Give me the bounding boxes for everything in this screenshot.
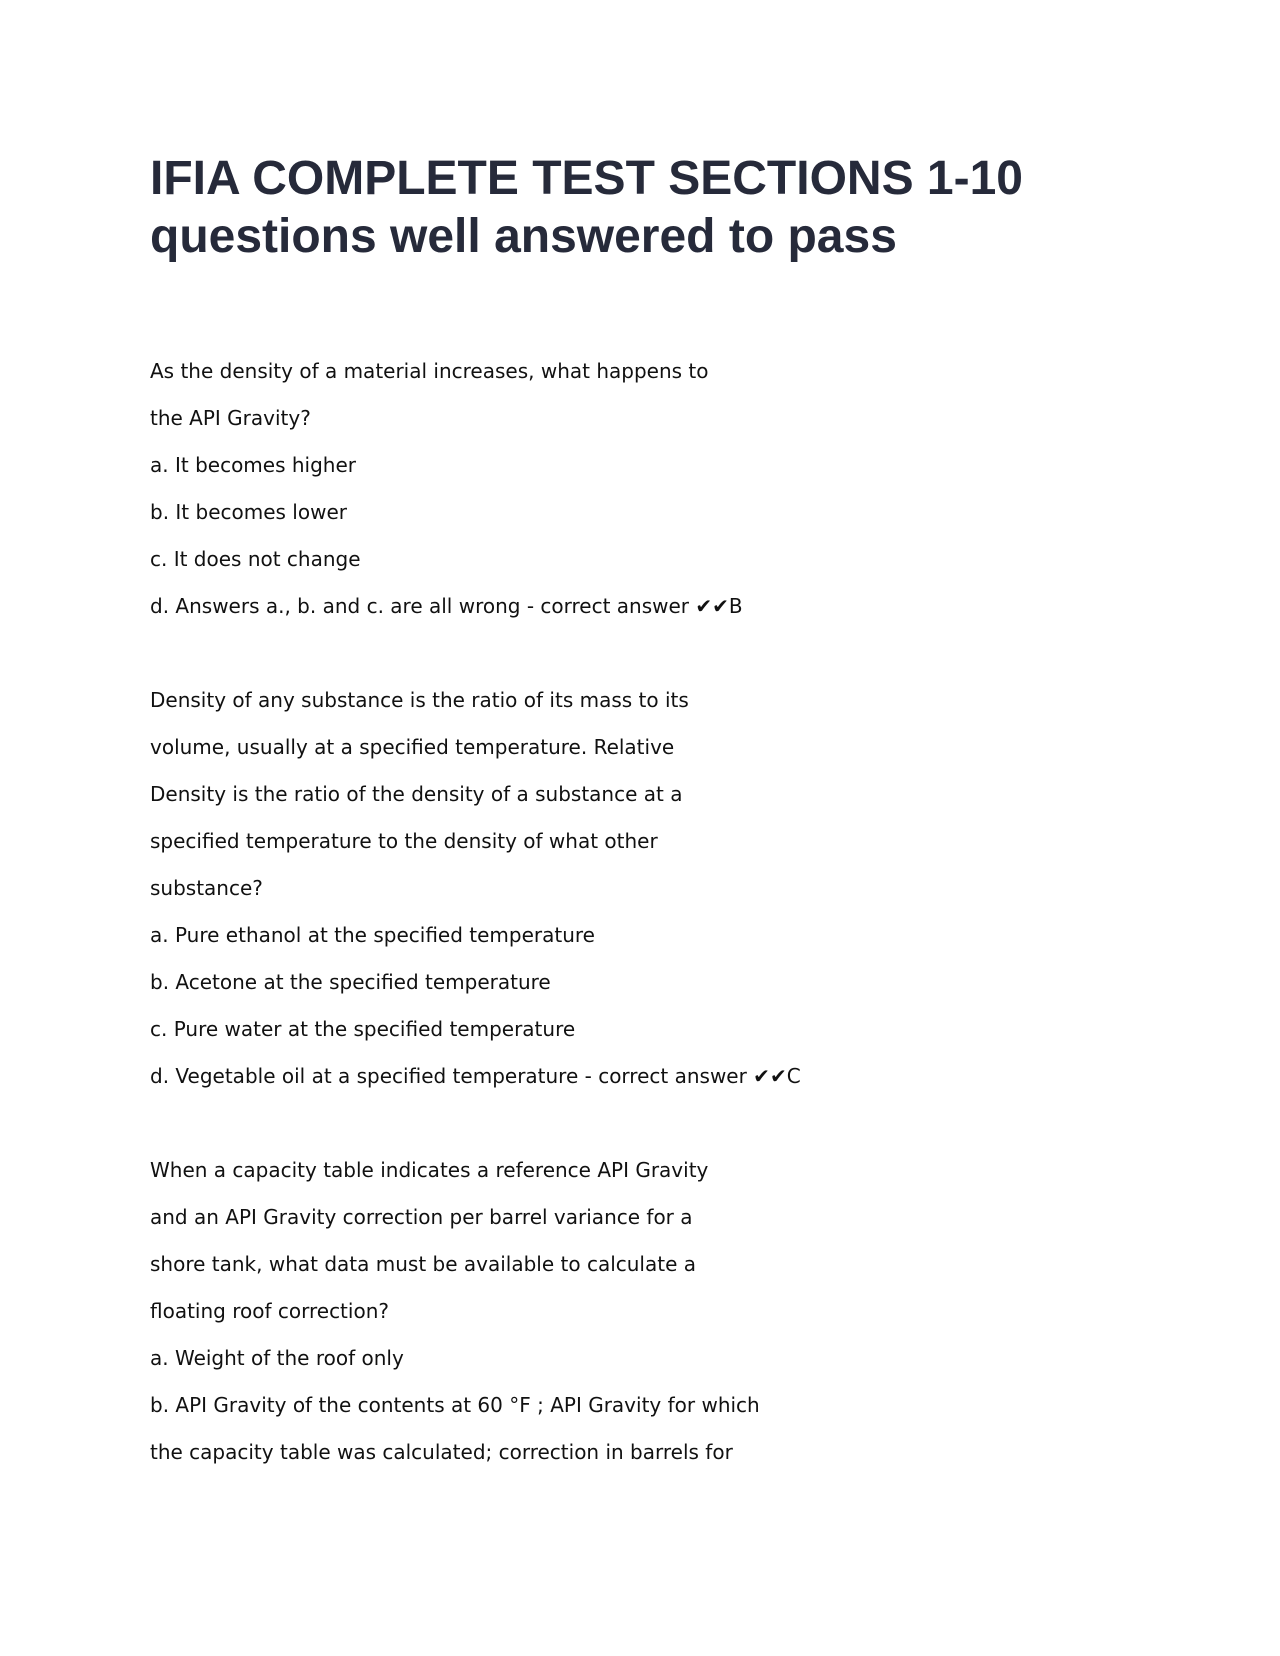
question-3-text: shore tank, what data must be available to calculate a bbox=[150, 1252, 696, 1276]
question-3 bbox=[150, 1147, 910, 1476]
title-line-1: IFIA COMPLETE TEST SECTIONS 1-10 bbox=[150, 152, 1023, 205]
question-1 bbox=[150, 348, 910, 630]
paragraph-gap bbox=[150, 1100, 910, 1147]
question-3-option-a: a. Weight of the roof only bbox=[150, 1346, 404, 1370]
question-3-text: When a capacity table indicates a reference API Gravity bbox=[150, 1158, 709, 1182]
question-3-text: floating roof correction? bbox=[150, 1299, 389, 1323]
question-2 bbox=[150, 677, 910, 1100]
question-1-text: the API Gravity? bbox=[150, 406, 311, 430]
paragraph-gap bbox=[150, 630, 910, 677]
question-2-option-d-answer: d. Vegetable oil at a specified temperature - correct answer ✔✔C bbox=[150, 1064, 801, 1088]
question-3-option-b: b. API Gravity of the contents at 60 °F ; API Gravity for which bbox=[150, 1393, 760, 1417]
question-2-option-c: c. Pure water at the specified temperature bbox=[150, 1017, 576, 1041]
title-line-2: questions well answered to pass bbox=[150, 210, 897, 263]
question-3-text: and an API Gravity correction per barrel variance for a bbox=[150, 1205, 693, 1229]
question-1-text: As the density of a material increases, what happens to bbox=[150, 359, 709, 383]
question-1-option-a: a. It becomes higher bbox=[150, 453, 356, 477]
page-title bbox=[150, 150, 1150, 266]
question-3-option-b: the capacity table was calculated; correction in barrels for bbox=[150, 1440, 733, 1464]
question-2-text: specified temperature to the density of what other bbox=[150, 829, 658, 853]
question-2-text: Density is the ratio of the density of a substance at a bbox=[150, 782, 683, 806]
question-1-option-c: c. It does not change bbox=[150, 547, 361, 571]
question-2-text: Density of any substance is the ratio of its mass to its bbox=[150, 688, 689, 712]
question-2-text: volume, usually at a specified temperature. Relative bbox=[150, 735, 675, 759]
question-1-option-b: b. It becomes lower bbox=[150, 500, 347, 524]
question-2-option-b: b. Acetone at the specified temperature bbox=[150, 970, 551, 994]
question-2-text: substance? bbox=[150, 876, 263, 900]
question-1-option-d-answer: d. Answers a., b. and c. are all wrong - correct answer ✔✔B bbox=[150, 594, 743, 618]
document-body bbox=[150, 348, 910, 1476]
question-2-option-a: a. Pure ethanol at the specified temperature bbox=[150, 923, 595, 947]
